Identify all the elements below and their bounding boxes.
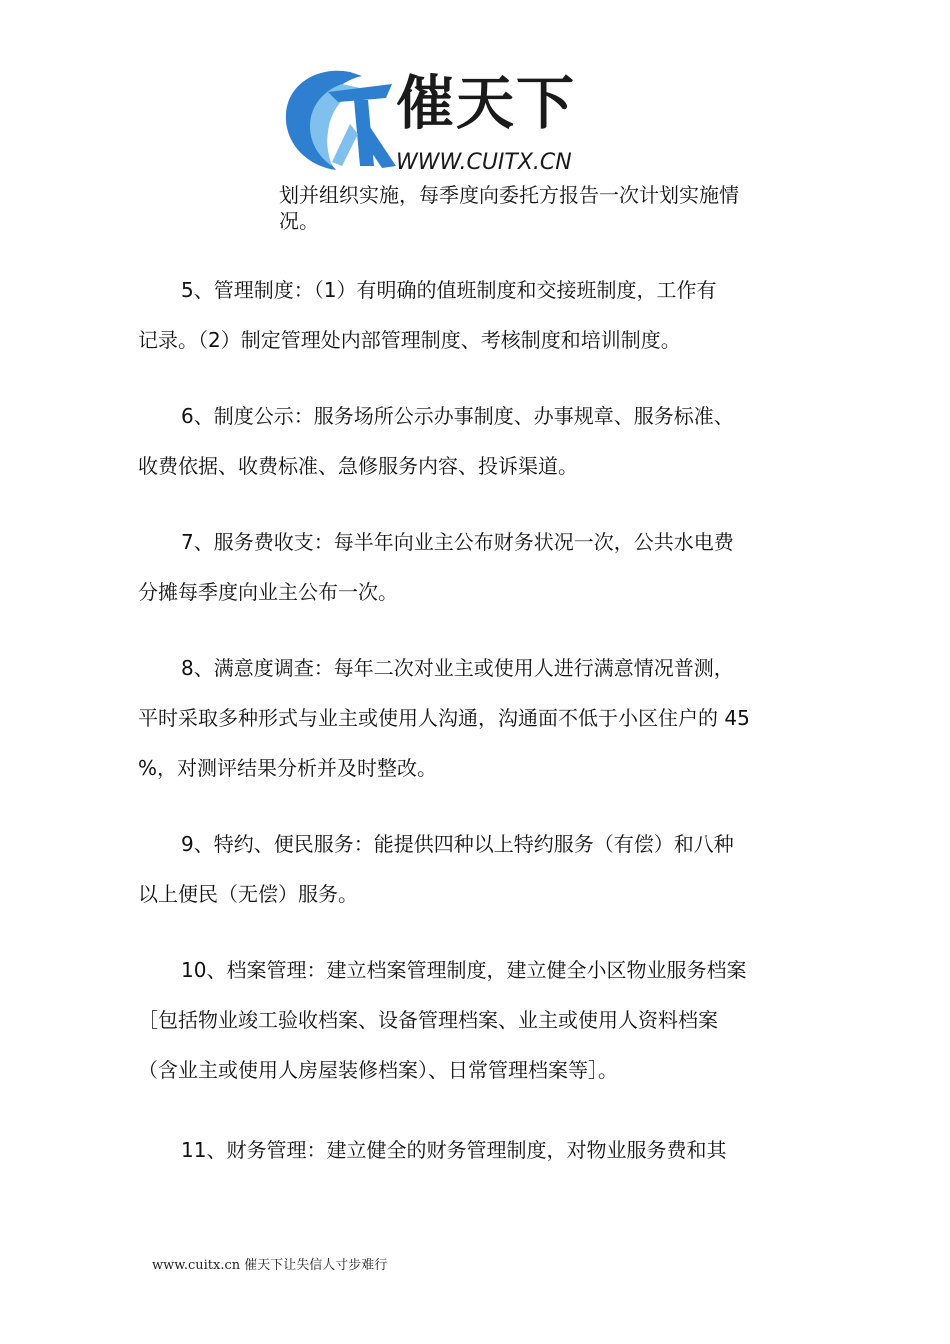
paragraph-line: 8、满意度调查：每年二次对业主或使用人进行满意情况普测， [181,656,734,680]
paragraph-line: 11、财务管理：建立健全的财务管理制度，对物业服务费和其 [181,1138,727,1162]
paragraph-line: 6、制度公示：服务场所公示办事制度、办事规章、服务标准、 [181,404,734,428]
paragraph-line: 收费依据、收费标准、急修服务内容、投诉渠道。 [138,454,578,478]
lead-line: 划并组织实施，每季度向委托方报告一次计划实施情 [279,183,739,207]
paragraph-line: 5、管理制度：（1）有明确的值班制度和交接班制度，工作有 [181,278,717,302]
paragraph-line: 以上便民（无偿）服务。 [138,882,358,906]
paragraph-5 [138,265,798,365]
paragraph-line: 分摊每季度向业主公布一次。 [138,580,398,604]
paragraph-line: 9、特约、便民服务：能提供四种以上特约服务（有偿）和八种 [181,832,734,856]
cuitx-logo [280,62,600,180]
logo-name: 催天下 [396,69,577,137]
paragraph-line: 平时采取多种形式与业主或使用人沟通，沟通面不低于小区住户的 45 [138,706,750,730]
paragraph-line: %，对测评结果分析并及时整改。 [138,756,438,780]
paragraph-line: ［包括物业竣工验收档案、设备管理档案、业主或使用人资料档案 [138,1008,718,1032]
paragraph-line: 10、档案管理：建立档案管理制度，建立健全小区物业服务档案 [181,958,747,982]
paragraph-9 [138,819,798,919]
paragraph-line: 记录。（2）制定管理处内部管理制度、考核制度和培训制度。 [138,328,681,352]
paragraph-11 [138,1125,798,1175]
paragraph-line: 7、服务费收支：每半年向业主公布财务状况一次，公共水电费 [181,530,734,554]
lead-line: 况。 [279,209,319,233]
paragraph-line: （含业主或使用人房屋装修档案）、日常管理档案等］。 [138,1058,618,1082]
page-footer: www.cuitx.cn 催天下让失信人寸步难行 [152,1258,388,1273]
paragraph-10 [138,945,798,1095]
logo-url: WWW.CUITX.CN [396,150,572,175]
cuitx-logo-icon [280,62,400,180]
paragraph-6 [138,391,798,491]
lead-paragraph [279,182,799,234]
paragraph-8 [138,643,798,793]
paragraph-7 [138,517,798,617]
